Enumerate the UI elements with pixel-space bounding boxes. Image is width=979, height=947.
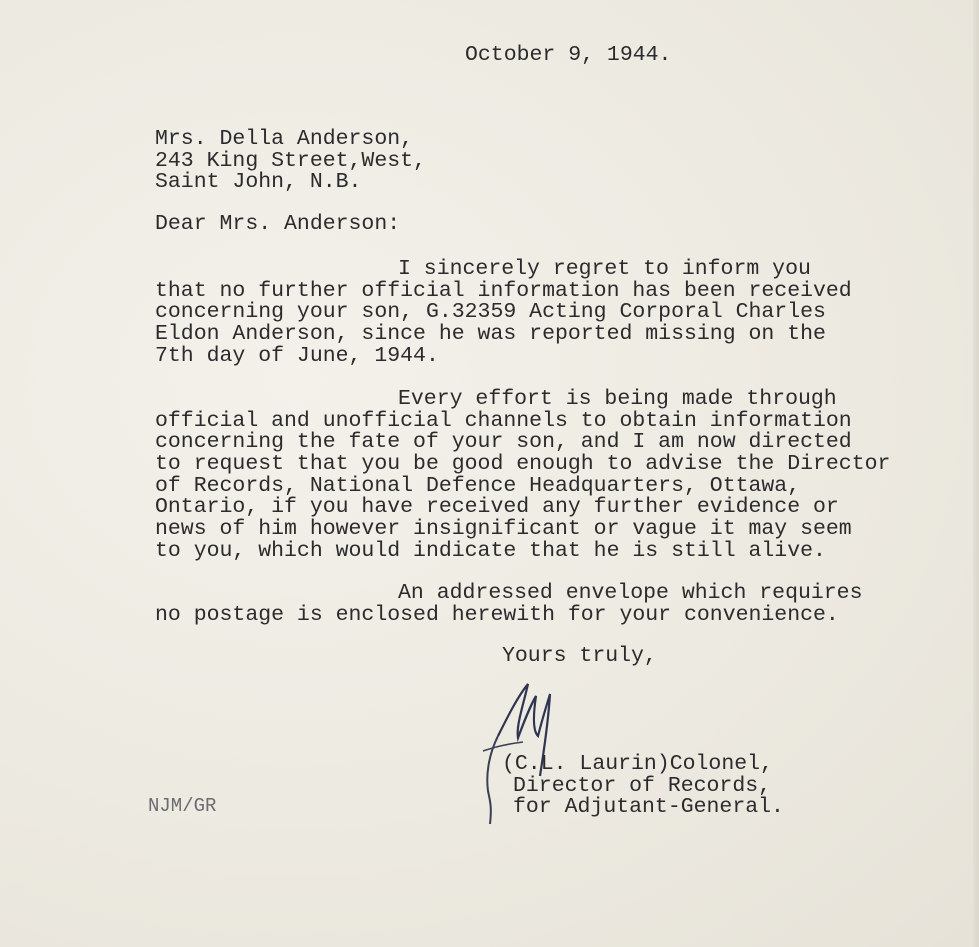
paragraph-line: no postage is enclosed herewith for your convenience.	[155, 602, 839, 627]
paragraph-line: 7th day of June, 1944.	[155, 343, 439, 368]
signature-line: (C.L. Laurin)Colonel,	[502, 752, 773, 776]
letter-date: October 9, 1944.	[465, 43, 672, 67]
paragraph-1	[155, 259, 852, 367]
paragraph-3	[155, 583, 862, 626]
page-edge	[973, 0, 979, 947]
signature-line: Director of Records,	[513, 773, 772, 798]
address-line: 243 King Street,West,	[155, 148, 426, 173]
salutation: Dear Mrs. Anderson:	[155, 212, 401, 236]
paragraph-line: Every effort is being made through	[398, 387, 837, 411]
address-line: Mrs. Della Anderson,	[155, 127, 414, 151]
paragraph-line: that no further official information has been received	[155, 278, 852, 303]
paragraph-line: news of him however insignificant or vague it may seem	[155, 517, 852, 542]
paragraph-line: An addressed envelope which requires	[398, 581, 863, 605]
paragraph-2	[155, 389, 890, 563]
paragraph-line: concerning the fate of your son, and I am now directed	[155, 430, 852, 455]
paragraph-line: to request that you be good enough to advise the Director	[155, 452, 891, 477]
paragraph-line: Eldon Anderson, since he was reported missing on the	[155, 322, 826, 347]
reference-initials: NJM/GR	[148, 795, 217, 817]
paragraph-line: to you, which would indicate that he is still alive.	[155, 538, 826, 563]
paragraph-line: Ontario, if you have received any further evidence or	[155, 495, 839, 520]
closing: Yours truly,	[502, 644, 657, 668]
paragraph-line: official and unofficial channels to obtain information	[155, 408, 852, 433]
paragraph-line: concerning your son, G.32359 Acting Corporal Charles	[155, 300, 826, 325]
address-line: Saint John, N.B.	[155, 170, 362, 195]
signature-line: for Adjutant-General.	[513, 795, 784, 820]
paragraph-line: I sincerely regret to inform you	[398, 257, 811, 281]
paragraph-line: of Records, National Defence Headquarters, Ottawa,	[155, 473, 801, 498]
signature-block	[502, 754, 784, 819]
recipient-address	[155, 129, 426, 194]
